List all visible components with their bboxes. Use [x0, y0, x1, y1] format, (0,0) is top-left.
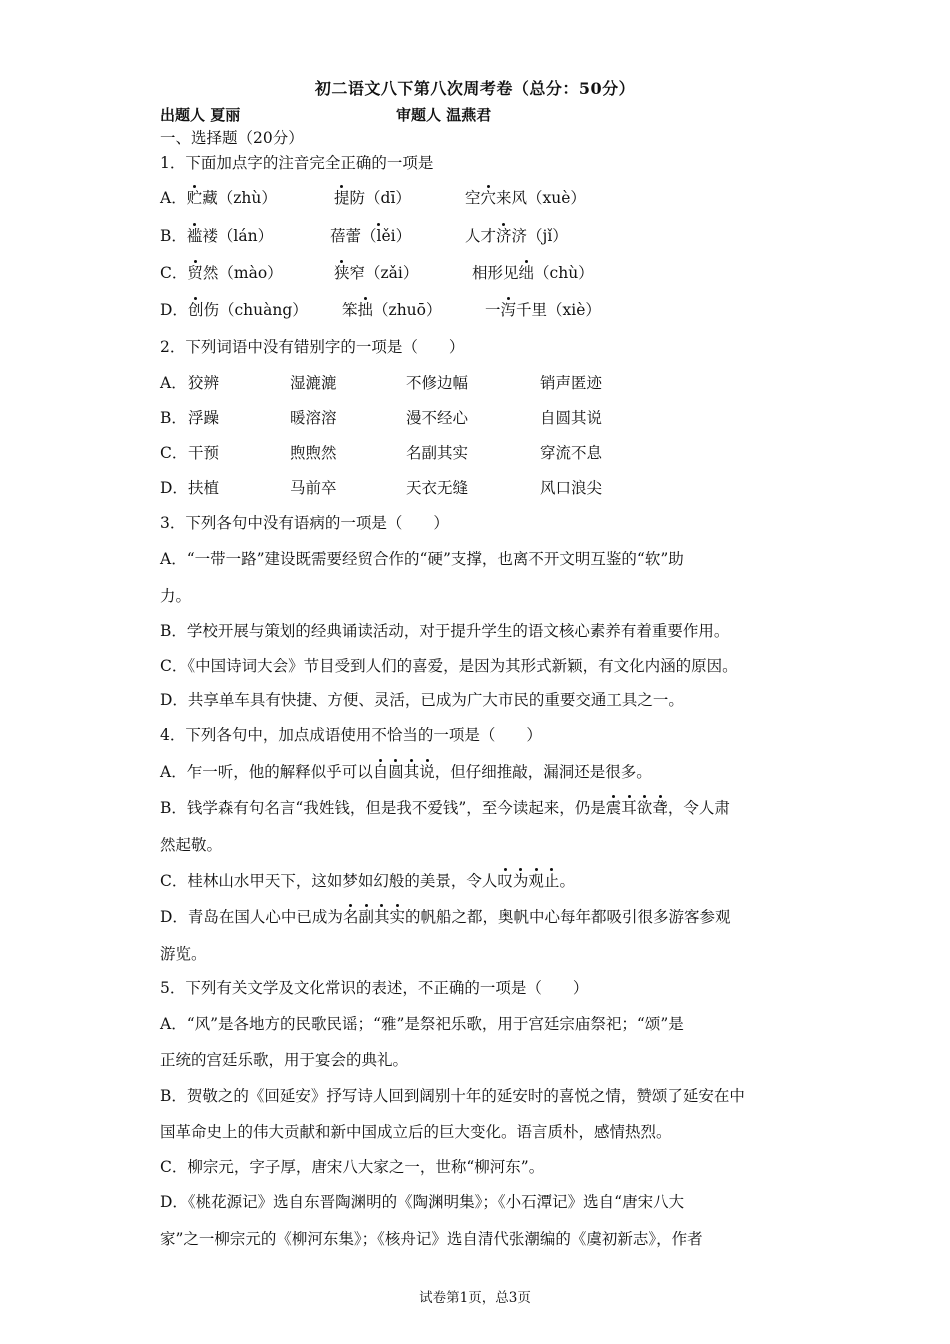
authors-line: [160, 104, 492, 125]
q2-stem: 2．下列词语中没有错别字的一项是（ ）: [160, 338, 465, 356]
dotted-char: 穴: [480, 189, 497, 207]
q1-option-b-word2: 蓓蕾（lěi）: [330, 227, 412, 245]
dotted-char: 狭: [334, 264, 350, 282]
q5-option-b-cont: 国革命史上的伟大贡献和新中国成立后的巨大变化。语言质朴，感情热烈。: [160, 1123, 672, 1141]
dotted-char: 创: [187, 301, 204, 319]
q2-option-b-label: B．: [160, 409, 187, 427]
q3-option-c: C．《中国诗词大会》节目受到人们的喜爱，是因为其形式新颖，有文化内涵的原因。: [160, 657, 738, 675]
q1-option-a-word3: 空穴来风（xuè）: [465, 189, 586, 207]
q2-option-d-word3: 天衣无缝: [406, 479, 469, 497]
dotted-char: 说: [419, 763, 435, 781]
q5-stem: 5．下列有关文学及文化常识的表述，不正确的一项是（ ）: [160, 979, 589, 997]
dotted-char: 自: [372, 763, 389, 781]
q1-option-a-word2: 提防（dī）: [334, 189, 411, 207]
dotted-char: 止: [543, 872, 560, 890]
q3-option-a-cont: 力。: [160, 587, 192, 605]
q5-option-d-cont: 家”之一柳宗元的《柳河东集》；《核舟记》选自清代张潮编的《虞初新志》，作者: [160, 1230, 703, 1248]
dotted-char: 名: [342, 908, 359, 926]
q2-option-a-word1: 狡辨: [188, 374, 220, 392]
dotted-char: 叹: [497, 872, 513, 890]
q2-option-c-word3: 名副其实: [406, 444, 469, 462]
dotted-char: 提: [334, 189, 350, 207]
q2-option-a-label: A．: [160, 374, 187, 392]
q1-option-c: C．贸然（mào）: [160, 264, 283, 282]
q1-option-a: A．贮藏（zhù）: [160, 189, 277, 207]
dotted-char: 实: [389, 908, 405, 926]
q5-option-b: B．贺敬之的《回延安》抒写诗人回到阔别十年的延安时的喜悦之情，赞颂了延安在中: [160, 1087, 745, 1105]
q1-option-c-word2: 狭窄（zǎi）: [334, 264, 419, 282]
dotted-char: 拙: [357, 301, 374, 319]
q3-option-d: D．共享单车具有快捷、方便、灵活，已成为广大市民的重要交通工具之一。: [160, 691, 684, 709]
q2-option-c-label: C．: [160, 444, 188, 462]
q3-option-a: A．“一带一路”建设既需要经贸合作的“硬”支撑，也离不开文明互鉴的“软”助: [160, 550, 684, 568]
q2-option-c-word2: 煦煦然: [290, 444, 337, 462]
q4-stem: 4．下列各句中，加点成语使用不恰当的一项是（ ）: [160, 726, 542, 744]
q2-option-c-word1: 干预: [188, 444, 220, 462]
q5-option-a: A．“风”是各地方的民歌民谣；“雅”是祭祀乐歌，用于宫廷宗庙祭祀；“颂”是: [160, 1015, 684, 1033]
q1-option-b: B．褴褛（lán）: [160, 227, 274, 245]
q2-option-a-word2: 湿漉漉: [290, 374, 337, 392]
question-reviewer: 审题人 温燕君: [396, 106, 492, 124]
question-writer: 出题人 夏丽: [160, 106, 241, 124]
dotted-char: 泻: [500, 301, 517, 319]
q4-option-d-cont: 游览。: [160, 945, 207, 963]
q2-option-d-word1: 扶植: [188, 479, 220, 497]
q2-option-b-word2: 暖溶溶: [290, 409, 337, 427]
dotted-char: 耳: [621, 799, 637, 817]
dotted-char: 震: [605, 799, 622, 817]
dotted-char: 其: [373, 908, 390, 926]
dotted-char: 蕾（lěi）: [345, 227, 412, 245]
q2-option-a-word3: 不修边幅: [406, 374, 469, 392]
dotted-char: 聋: [652, 799, 668, 817]
q4-option-c: C．桂林山水甲天下，这如梦如幻般的美景，令人叹为观止。: [160, 872, 575, 890]
exam-title: 初二语文八下第八次周考卷（总分：50分）: [314, 79, 636, 98]
q4-option-b: B．钱学森有句名言“我姓钱，但是我不爱钱”，至今读起来，仍是震耳欲聋，令人肃: [160, 799, 730, 817]
q1-option-b-word3: 人才济济（jǐ）: [465, 227, 568, 245]
q2-option-b-word4: 自圆其说: [540, 409, 603, 427]
q2-option-d-word2: 马前卒: [290, 479, 337, 497]
q1-option-d-word2: 笨拙（zhuō）: [342, 301, 442, 319]
q4-option-d: D．青岛在国人心中已成为名副其实的帆船之都，奥帆中心每年都吸引很多游客参观: [160, 908, 731, 926]
q5-option-d: D．《桃花源记》选自东晋陶渊明的《陶渊明集》；《小石潭记》选自“唐宋八大: [160, 1193, 685, 1211]
q2-option-b-word1: 浮躁: [188, 409, 220, 427]
dotted-char: 欲: [636, 799, 653, 817]
dotted-char: 为: [512, 872, 529, 890]
section-heading: 一、选择题（20分）: [160, 129, 304, 147]
q5-option-c: C．柳宗元，字子厚，唐宋八大家之一，世称“柳河东”。: [160, 1158, 545, 1176]
page-footer: 试卷第1页，总3页: [419, 1290, 531, 1306]
q2-option-c-word4: 穿流不息: [540, 444, 603, 462]
dotted-char: 其: [403, 763, 420, 781]
dotted-char: 褴: [186, 227, 203, 245]
q2-option-b-word3: 漫不经心: [406, 409, 469, 427]
q5-option-a-cont: 正统的宫廷乐歌，用于宴会的典礼。: [160, 1051, 409, 1069]
q3-stem: 3．下列各句中没有语病的一项是（ ）: [160, 514, 449, 532]
dotted-char: 绌: [518, 264, 535, 282]
q2-option-d-word4: 风口浪尖: [540, 479, 603, 497]
q2-option-a-word4: 销声匿迹: [540, 374, 603, 392]
dotted-char: 贮: [186, 189, 203, 207]
q1-option-d-word3: 一泻千里（xiè）: [485, 301, 601, 319]
q1-option-d: D．创伤（chuàng）: [160, 301, 308, 319]
q4-option-b-cont: 然起敬。: [160, 836, 223, 854]
q3-option-b: B．学校开展与策划的经典诵读活动，对于提升学生的语文核心素养有着重要作用。: [160, 622, 730, 640]
dotted-char: 圆: [388, 763, 404, 781]
q1-option-c-word3: 相形见绌（chù）: [472, 264, 594, 282]
dotted-char: 观: [528, 872, 544, 890]
q1-stem: 1．下面加点字的注音完全正确的一项是: [160, 154, 434, 172]
dotted-char: 济: [496, 227, 512, 245]
q4-option-a: A．乍一听，他的解释似乎可以自圆其说，但仔细推敲，漏洞还是很多。: [160, 763, 652, 781]
dotted-char: 副: [358, 908, 374, 926]
dotted-char: 贸: [187, 264, 203, 282]
q2-option-d-label: D．: [160, 479, 188, 497]
